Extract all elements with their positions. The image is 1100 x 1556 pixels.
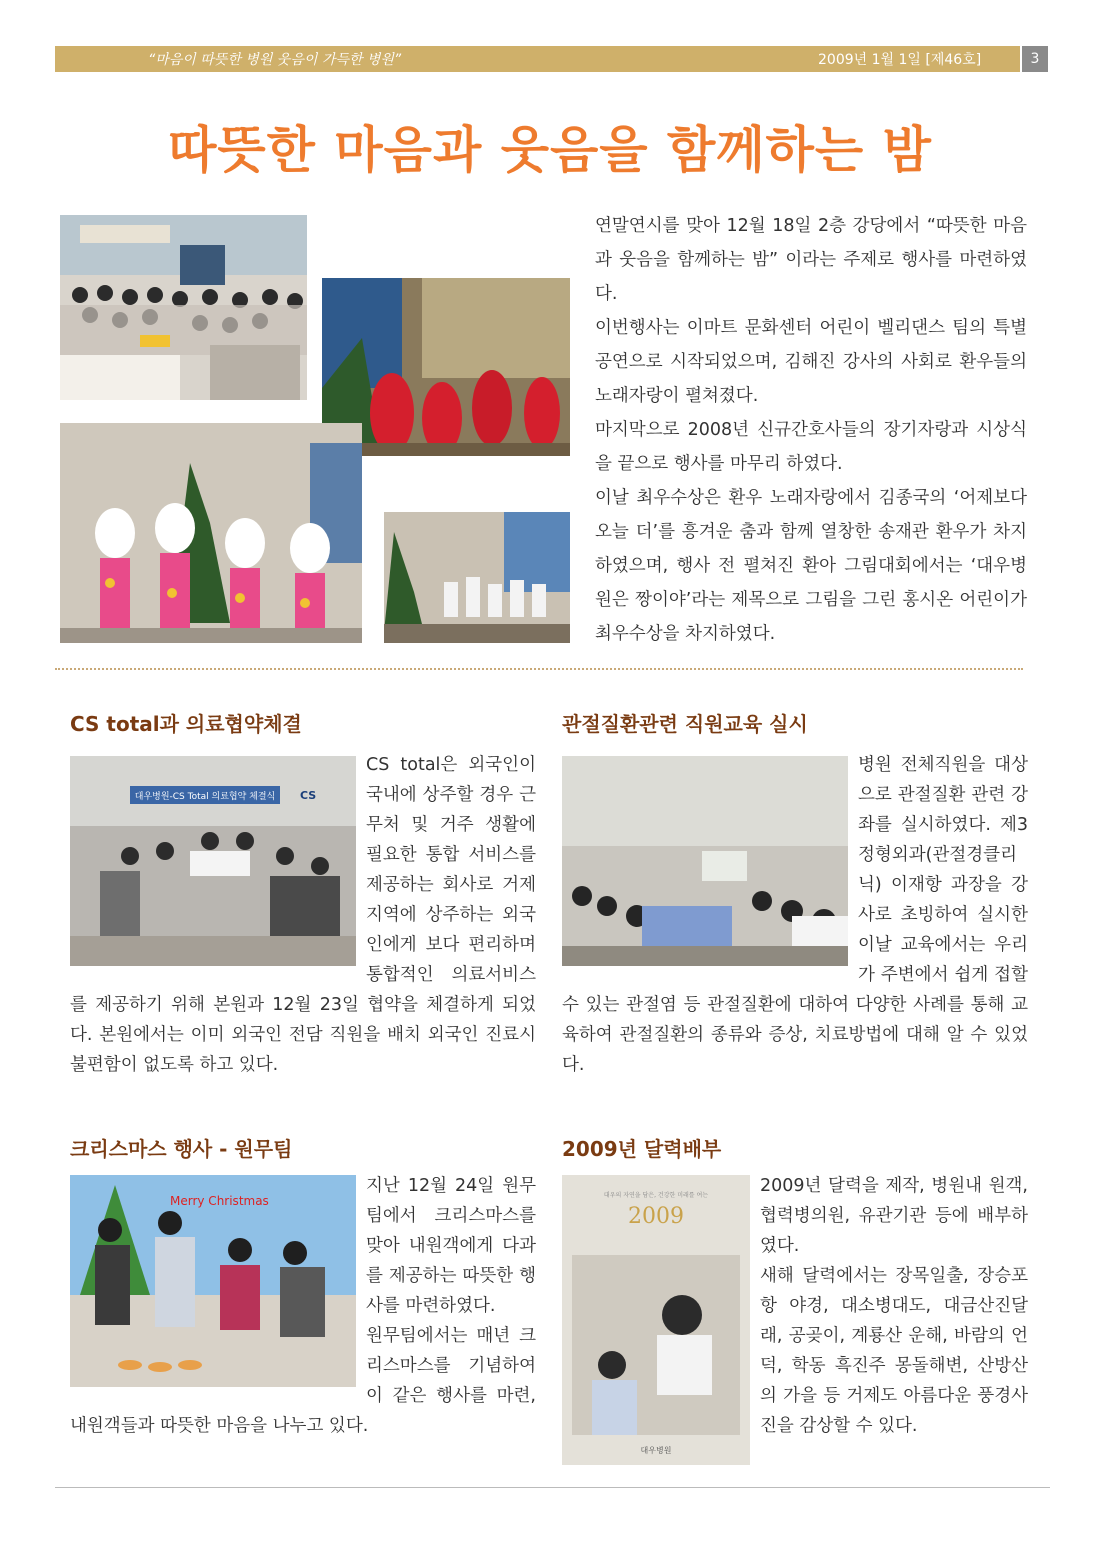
calendar-year: 2009 xyxy=(628,1204,684,1229)
audience-photo xyxy=(60,215,307,400)
cs-logo: CS xyxy=(300,789,317,802)
cs-total-title: CS total과 의료협약체결 xyxy=(70,712,302,736)
cs-total-article xyxy=(70,750,536,1080)
page-number: 3 xyxy=(1022,46,1048,72)
joint-education-title: 관절질환관련 직원교육 실시 xyxy=(562,712,808,736)
christmas-text-2: 원무팀에서는 매년 크리스마스를 기념하여 이 같은 행사를 마련, 내원객들과 따뜻한 마음을 나누고 있다. xyxy=(70,1326,536,1436)
merry-christmas-text: Merry Christmas xyxy=(170,1194,269,1208)
christmas-article xyxy=(70,1171,536,1441)
joint-education-text: 병원 전체직원을 대상으로 관절질환 관련 강좌를 실시하였다. 제3정형외과(관절경클리닉) 이재항 과장을 강사로 초빙하여 실시한 이날 교육에서는 우리가 주변에서 쉽게 접할 수 있는 관절염 등 관절질환에 대하여 다양한 사례를 통해 교육하여 관절질환의 종류와 증상, 치료방법에 대해 알 수 있었다. xyxy=(562,755,1028,1075)
joint-education-article xyxy=(562,750,1028,1080)
christmas-text-1: 지난 12월 24일 원무팀에서 크리스마스를 맞아 내원객에게 다과를 제공하는 따뜻한 행사를 마련하였다. xyxy=(366,1176,536,1316)
bottom-rule xyxy=(55,1487,1050,1488)
header-motto: “마음이 따뜻한 병원 웃음이 가득한 병원” xyxy=(148,52,402,68)
main-title: 따뜻한 마음과 웃음을 함께하는 밤 xyxy=(168,121,932,179)
kids-performance-photo xyxy=(384,512,570,643)
issue-date: 2009년 1월 1일 [제46호] xyxy=(818,52,982,68)
main-paragraph-2: 이번행사는 이마트 문화센터 어린이 벨리댄스 팀의 특별공연으로 시작되었으며, 김해진 강사의 사회로 환우들의 노래자랑이 펼쳐졌다. xyxy=(595,318,1027,406)
calendar-title: 2009년 달력배부 xyxy=(562,1137,722,1161)
calendar-photo xyxy=(562,1175,750,1465)
main-article-body xyxy=(595,209,1027,651)
calendar-header-text: 대우의 자연을 담은, 건강한 미래를 여는 xyxy=(603,1192,709,1199)
cs-banner-text: 대우병원-CS Total 의료협약 체결식 xyxy=(134,792,276,802)
christmas-photo xyxy=(70,1175,356,1387)
main-paragraph-4: 이날 최우수상은 환우 노래자랑에서 김종국의 ‘어제보다 오늘 더’를 흥겨운 춤과 함께 열창한 송재관 환우가 차지하였으며, 행사 전 펼쳐진 환아 그림대회에서는 ‘대우병원은 짱이야’라는 제목으로 그림을 그린 홍시온 어린이가 최우수상을 차지하였다. xyxy=(595,488,1027,644)
cs-total-photo xyxy=(70,756,356,966)
christmas-title: 크리스마스 행사 - 원무팀 xyxy=(70,1137,293,1161)
lecture-photo xyxy=(562,756,848,966)
calendar-text-2: 새해 달력에서는 장목일출, 장승포항 야경, 대소병대도, 대금산진달래, 공곶이, 계룡산 운해, 바람의 언덕, 학동 흑진주 몽돌해변, 산방산의 가을 등 거제도 아름다운 풍경사진을 감상할 수 있다. xyxy=(760,1266,1028,1436)
calendar-article xyxy=(562,1171,1028,1469)
cs-total-text: CS total은 외국인이 국내에 상주할 경우 근무처 및 거주 생활에 필요한 통합 서비스를 제공하는 회사로 거제지역에 상주하는 외국인에게 보다 편리하며 통합적인 의료서비스를 제공하기 위해 본원과 12월 23일 협약을 체결하게 되었다. 본원에서는 이미 외국인 전담 직원을 배치 외국인 진료시 불편함이 없도록 하고 있다. xyxy=(70,755,536,1075)
calendar-footer-text: 대우병원 xyxy=(640,1446,672,1455)
nurses-dance-photo xyxy=(60,423,362,643)
section-divider xyxy=(55,668,1023,670)
main-paragraph-3: 마지막으로 2008년 신규간호사들의 장기자랑과 시상식을 끝으로 행사를 마무리 하였다. xyxy=(595,420,1027,474)
main-paragraph-1: 연말연시를 맞아 12월 18일 2층 강당에서 “따뜻한 마음과 웃음을 함께하는 밤” 이라는 주제로 행사를 마련하였다. xyxy=(595,216,1027,304)
calendar-text-1: 2009년 달력을 제작, 병원내 원객, 협력병의원, 유관기관 등에 배부하였다. xyxy=(760,1176,1028,1256)
